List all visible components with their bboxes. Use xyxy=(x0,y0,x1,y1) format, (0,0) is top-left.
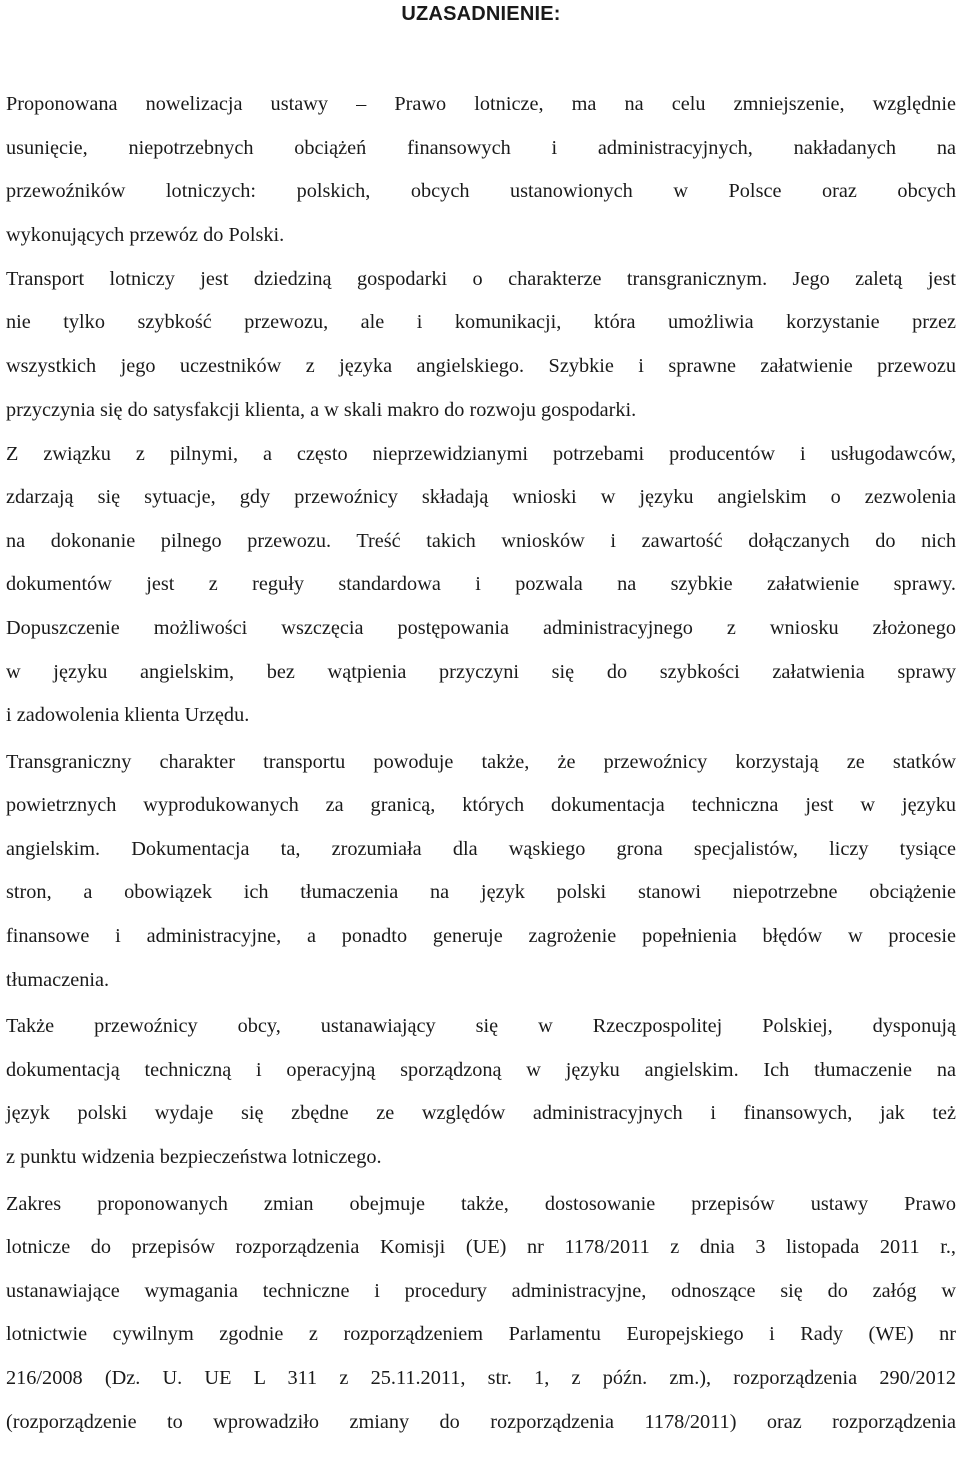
paragraph xyxy=(6,258,956,432)
text-line: na dokonanie pilnego przewozu. Treść takich wniosków i zawartość dołączanych do nich xyxy=(6,529,956,552)
paragraph xyxy=(6,1183,956,1445)
paragraph xyxy=(6,433,956,738)
text-line: usunięcie, niepotrzebnych obciążeń finansowych i administracyjnych, nakładanych na xyxy=(6,136,956,159)
text-line: 216/2008 (Dz. U. UE L 311 z 25.11.2011, str. 1, z późn. zm.), rozporządzenia 290/2012 xyxy=(6,1367,956,1389)
text-line: Dopuszczenie możliwości wszczęcia postępowania administracyjnego z wniosku złożonego xyxy=(6,616,956,639)
paragraph xyxy=(6,741,956,1003)
text-line: nie tylko szybkość przewozu, ale i komunikacji, która umożliwia korzystanie przez xyxy=(6,311,956,334)
document-heading: UZASADNIENIE: xyxy=(401,3,561,25)
text-line: Proponowana nowelizacja ustawy – Prawo lotnicze, ma na celu zmniejszenie, względnie xyxy=(6,93,956,115)
text-line: wykonujących przewóz do Polski. xyxy=(6,223,285,246)
text-line: język polski wydaje się zbędne ze względów administracyjnych i finansowych, jak też xyxy=(6,1102,956,1125)
text-line: stron, a obowiązek ich tłumaczenia na język polski stanowi niepotrzebne obciążenie xyxy=(6,881,956,904)
text-line: przyczynia się do satysfakcji klienta, a w skali makro do rozwoju gospodarki. xyxy=(6,398,637,421)
text-line: Także przewoźnicy obcy, ustanawiający się w Rzeczpospolitej Polskiej, dysponują xyxy=(6,1015,956,1038)
text-line: powietrznych wyprodukowanych za granicą, których dokumentacja techniczna jest w języku xyxy=(6,794,956,817)
text-line: (rozporządzenie to wprowadziło zmiany do rozporządzenia 1178/2011) oraz rozporządzenia xyxy=(6,1410,956,1433)
text-line: Zakres proponowanych zmian obejmuje także, dostosowanie przepisów ustawy Prawo xyxy=(6,1192,956,1215)
text-line: lotnictwie cywilnym zgodnie z rozporządzeniem Parlamentu Europejskiego i Rady (WE) nr xyxy=(6,1323,956,1346)
text-line: tłumaczenia. xyxy=(6,968,110,991)
text-line: z punktu widzenia bezpieczeństwa lotniczego. xyxy=(6,1146,382,1169)
text-line: lotnicze do przepisów rozporządzenia Komisji (UE) nr 1178/2011 z dnia 3 listopada 2011 r., xyxy=(6,1236,956,1259)
document-body xyxy=(6,83,956,1444)
text-line: Transport lotniczy jest dziedziną gospodarki o charakterze transgranicznym. Jego zaletą jest xyxy=(6,267,956,290)
text-line: przewoźników lotniczych: polskich, obcych ustanowionych w Polsce oraz obcych xyxy=(6,180,956,203)
text-line: w języku angielskim, bez wątpienia przyczyni się do szybkości załatwienia sprawy xyxy=(6,660,956,683)
text-line: i zadowolenia klienta Urzędu. xyxy=(6,704,250,727)
text-line: dokumentów jest z reguły standardowa i pozwala na szybkie załatwienie sprawy. xyxy=(6,573,956,596)
text-line: wszystkich jego uczestników z języka angielskiego. Szybkie i sprawne załatwienie przewozu xyxy=(6,354,956,377)
paragraph xyxy=(6,83,956,257)
text-line: angielskim. Dokumentacja ta, zrozumiała dla wąskiego grona specjalistów, liczy tysiące xyxy=(6,837,956,860)
document-page xyxy=(6,0,956,1444)
text-line: finansowe i administracyjne, a ponadto generuje zagrożenie popełnienia błędów w procesie xyxy=(6,925,956,948)
text-line: dokumentacją techniczną i operacyjną sporządzoną w języku angielskim. Ich tłumaczenie na xyxy=(6,1058,956,1081)
text-line: zdarzają się sytuacje, gdy przewoźnicy składają wnioski w języku angielskim o zezwolenia xyxy=(6,486,956,509)
text-line: ustanawiające wymagania techniczne i procedury administracyjne, odnoszące się do załóg w xyxy=(6,1279,956,1302)
text-line: Z związku z pilnymi, a często nieprzewidzianymi potrzebami producentów i usługodawców, xyxy=(6,442,956,465)
text-line: Transgraniczny charakter transportu powoduje także, że przewoźnicy korzystają ze statków xyxy=(6,750,956,773)
paragraph xyxy=(6,1005,956,1179)
